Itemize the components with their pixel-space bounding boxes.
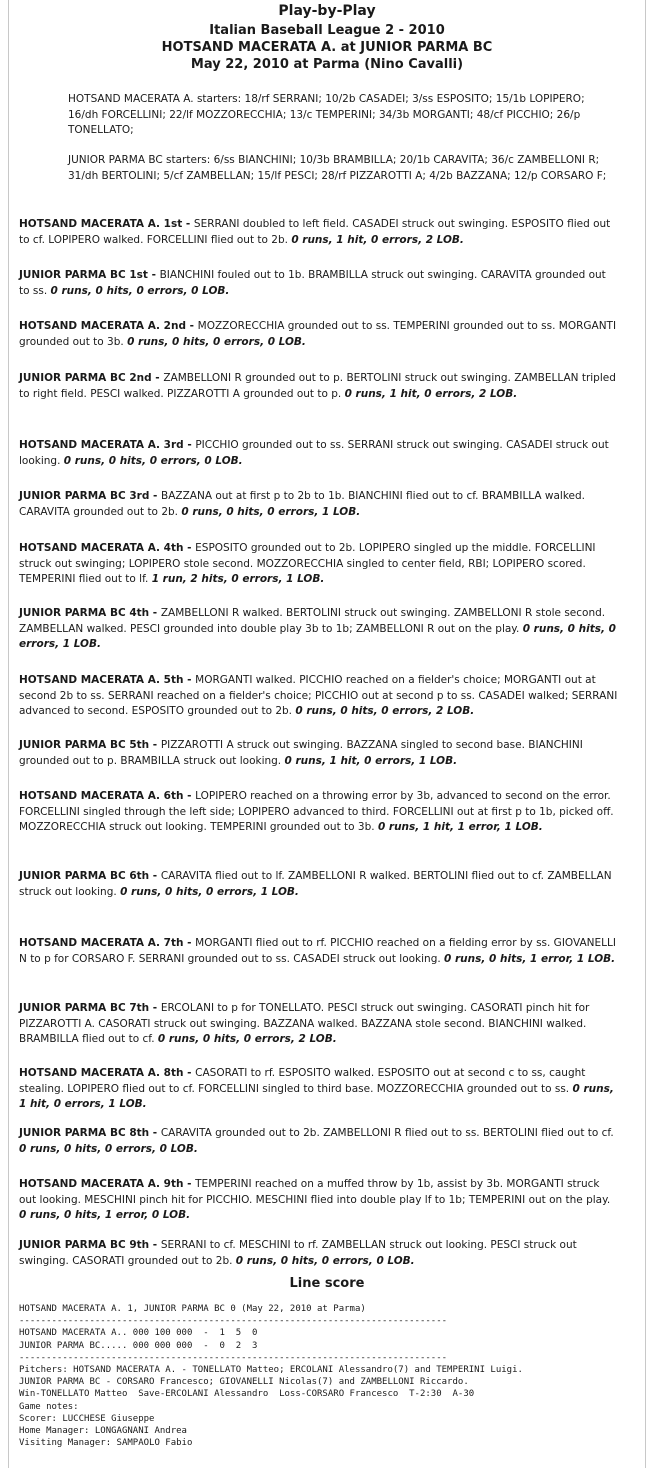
inning-entry: JUNIOR PARMA BC 3rd - BAZZANA out at first p to 2b to 1b. BIANCHINI flied out to cf. BRAMBILLA walked. CARAVITA grounded out to 2b. 0 runs, 0 hits, 0 errors, 1 LOB.: [19, 490, 586, 518]
inning-summary: 0 runs, 0 hits, 0 errors, 0 LOB.: [19, 1142, 198, 1155]
line-score-rule-2: -------------------------------------------------------------------------------: [19, 1352, 448, 1363]
inning-team-label: HOTSAND MACERATA A. 3rd: [19, 439, 184, 451]
inning-entry: HOTSAND MACERATA A. 4th - ESPOSITO grounded out to 2b. LOPIPERO singled up the middle. FORCELLINI struck out swinging; LOPIPERO stole second. MOZZORECCHIA singled to center field, RBI; LOPIPERO scored. TEMPERINI flied out to lf. 1 run, 2 hits, 0 errors, 1 LOB.: [19, 542, 596, 585]
inning-entry: JUNIOR PARMA BC 4th - ZAMBELLONI R walked. BERTOLINI struck out swinging. ZAMBELLONI R stole second. ZAMBELLAN walked. PESCI grounded into double play 3b to 1b; ZAMBELLONI R out on the play. 0 runs, 0 hits, 0 errors, 1 LOB.: [19, 607, 616, 650]
inning-team-label: HOTSAND MACERATA A. 2nd: [19, 320, 186, 332]
game-date-place: May 22, 2010 at Parma (Nino Cavalli): [190, 57, 464, 72]
inning-summary: 0 runs, 0 hits, 0 errors, 0 LOB.: [50, 284, 230, 297]
line-score-visitor-row: HOTSAND MACERATA A.. 000 100 000 - 1 5 0: [19, 1328, 258, 1339]
inning-plays: ESPOSITO grounded out to 2b. LOPIPERO singled up the middle. FORCELLINI struck out swinging; LOPIPERO stole second. MOZZORECCHIA singled to center field, RBI; LOPIPERO scored. TEMPERINI flied out to lf.: [19, 542, 596, 585]
inning-team-label: HOTSAND MACERATA A. 8th: [19, 1067, 184, 1079]
pitchers-line: Pitchers: HOTSAND MACERATA A. - TONELLATO Matteo; ERCOLANI Alessandro(7) and TEMPERINI Luigi.: [19, 1365, 523, 1376]
pitchers-line-2: JUNIOR PARMA BC - CORSARO Francesco; GIOVANELLI Nicolas(7) and ZAMBELLONI Riccardo.: [19, 1377, 469, 1388]
inning-entry: JUNIOR PARMA BC 9th - SERRANI to cf. MESCHINI to rf. ZAMBELLAN struck out looking. PESCI struck out swinging. CASORATI grounded out to 2b. 0 runs, 0 hits, 0 errors, 0 LOB.: [19, 1239, 577, 1267]
inning-plays: MORGANTI flied out to rf. PICCHIO reached on a fielding error by ss. GIOVANELLI N to p for CORSARO F. SERRANI grounded out to ss. CASADEI struck out looking.: [19, 937, 616, 965]
inning-summary: 0 runs, 0 hits, 0 errors, 2 LOB.: [295, 705, 475, 717]
inning-entry: HOTSAND MACERATA A. 7th - MORGANTI flied out to rf. PICCHIO reached on a fielding error by ss. GIOVANELLI N to p for CORSARO F. SERRANI grounded out to ss. CASADEI struck out looking. 0 runs, 0 hits, 1 error, 1 LOB.: [19, 937, 616, 965]
inning-summary: 0 runs, 1 hit, 0 errors, 2 LOB.: [344, 387, 518, 400]
left-page-edge: [8, 0, 9, 1468]
inning-entry: JUNIOR PARMA BC 1st - BIANCHINI fouled out to 1b. BRAMBILLA struck out swinging. CARAVITA grounded out to ss. 0 runs, 0 hits, 0 errors, 0 LOB.: [19, 269, 606, 297]
inning-entry: HOTSAND MACERATA A. 2nd - MOZZORECCHIA grounded out to ss. TEMPERINI grounded out to ss. MORGANTI grounded out to 3b. 0 runs, 0 hits, 0 errors, 0 LOB.: [19, 320, 617, 348]
line-score-rule: -------------------------------------------------------------------------------: [19, 1316, 448, 1327]
inning-team-label: JUNIOR PARMA BC 4th: [19, 607, 150, 619]
inning-summary: 1 run, 2 hits, 0 errors, 1 LOB.: [151, 573, 325, 585]
inning-summary: 0 runs, 1 hit, 0 errors, 1 LOB.: [19, 1082, 614, 1110]
inning-plays: CARAVITA grounded out to 2b. ZAMBELLONI R flied out to ss. BERTOLINI flied out to cf.: [160, 1127, 614, 1139]
line-score-heading: Line score: [289, 1276, 365, 1291]
scorer-line: Scorer: LUCCHESE Giuseppe: [19, 1413, 155, 1424]
inning-entry: HOTSAND MACERATA A. 5th - MORGANTI walked. PICCHIO reached on a fielder's choice; MORGANTI out at second 2b to ss. SERRANI reached on a fielder's choice; PICCHIO out at second p to ss. CASADEI walked; SERRANI advanced to second. ESPOSITO grounded out to 2b. 0 runs, 0 hits, 0 errors, 2 LOB.: [19, 674, 618, 717]
inning-plays: CASORATI to rf. ESPOSITO walked. ESPOSITO out at second c to ss, caught stealing. LOPIPERO flied out to cf. FORCELLINI singled to third base. MOZZORECCHIA grounded out to ss.: [19, 1067, 586, 1095]
inning-plays: MORGANTI walked. PICCHIO reached on a fielder's choice; MORGANTI out at second 2b to ss. SERRANI reached on a fielder's choice; PICCHIO out at second p to ss. CASADEI walked; SERRANI advanced to second. ESPOSITO grounded out to 2b.: [19, 674, 618, 717]
inning-plays: PICCHIO grounded out to ss. SERRANI struck out swinging. CASADEI struck out looking.: [19, 439, 609, 467]
inning-team-label: JUNIOR PARMA BC 1st: [19, 269, 148, 281]
inning-summary: 0 runs, 1 hit, 0 errors, 1 LOB.: [284, 754, 458, 767]
inning-team-label: JUNIOR PARMA BC 5th: [19, 739, 150, 751]
inning-summary: 0 runs, 0 hits, 0 errors, 0 LOB.: [127, 335, 306, 348]
inning-team-label: JUNIOR PARMA BC 6th: [19, 870, 150, 882]
inning-entry: JUNIOR PARMA BC 2nd - ZAMBELLONI R grounded out to p. BERTOLINI struck out swinging. ZAMBELLAN tripled to right field. PESCI walked. PIZZAROTTI A grounded out to p. 0 runs, 1 hit, 0 errors, 2 LOB.: [19, 372, 616, 400]
inning-plays: LOPIPERO reached on a throwing error by 3b, advanced to second on the error. FORCELLINI singled through the left side; LOPIPERO advanced to third. FORCELLINI out at first p to 1b, picked off. MOZZORECCHIA struck out looking. TEMPERINI grounded out to 3b.: [19, 790, 614, 833]
inning-summary: 0 runs, 0 hits, 1 error, 1 LOB.: [444, 952, 616, 965]
inning-summary: 0 runs, 0 hits, 1 error, 0 LOB.: [19, 1209, 191, 1221]
inning-team-label: JUNIOR PARMA BC 3rd: [19, 490, 150, 502]
right-page-edge: [645, 0, 646, 1468]
inning-plays: SERRANI doubled to left field. CASADEI struck out swinging. ESPOSITO flied out to cf. LOPIPERO walked. FORCELLINI flied out to 2b.: [19, 218, 611, 246]
line-score-block: [19, 1303, 639, 1449]
inning-team-label: HOTSAND MACERATA A. 1st: [19, 218, 183, 230]
inning-entry: JUNIOR PARMA BC 5th - PIZZAROTTI A struck out swinging. BAZZANA singled to second base. BIANCHINI grounded out to p. BRAMBILLA struck out looking. 0 runs, 1 hit, 0 errors, 1 LOB.: [19, 739, 583, 767]
inning-summary: 0 runs, 0 hits, 0 errors, 2 LOB.: [157, 1033, 337, 1045]
home-starters: JUNIOR PARMA BC starters: 6/ss BIANCHINI; 10/3b BRAMBILLA; 20/1b CARAVITA; 36/c ZAMBELLONI R; 31/dh BERTOLINI; 5/cf ZAMBELLAN; 15/lf PESCI; 28/rf PIZZAROTTI A; 4/2b BAZZANA; 12/p CORSARO F;: [68, 154, 607, 182]
game-matchup: HOTSAND MACERATA A. at JUNIOR PARMA BC: [161, 40, 493, 55]
inning-entry: HOTSAND MACERATA A. 9th - TEMPERINI reached on a muffed throw by 1b, assist by 3b. MORGANTI struck out looking. MESCHINI pinch hit for PICCHIO. MESCHINI flied into double play lf to 1b; TEMPERINI out on the play. 0 runs, 0 hits, 1 error, 0 LOB.: [19, 1178, 611, 1221]
inning-team-label: HOTSAND MACERATA A. 7th: [19, 937, 184, 949]
inning-plays: TEMPERINI reached on a muffed throw by 1b, assist by 3b. MORGANTI struck out looking. MESCHINI pinch hit for PICCHIO. MESCHINI flied into double play lf to 1b; TEMPERINI out on the play.: [19, 1178, 611, 1206]
inning-plays: BAZZANA out at first p to 2b to 1b. BIANCHINI flied out to cf. BRAMBILLA walked. CARAVITA grounded out to 2b.: [19, 490, 586, 518]
inning-summary: 0 runs, 0 hits, 0 errors, 1 LOB.: [120, 885, 299, 898]
inning-plays: PIZZAROTTI A struck out swinging. BAZZANA singled to second base. BIANCHINI grounded out to p. BRAMBILLA struck out looking.: [19, 739, 583, 767]
game-notes-label: Game notes:: [19, 1401, 79, 1412]
inning-plays: MOZZORECCHIA grounded out to ss. TEMPERINI grounded out to ss. MORGANTI grounded out to 3b.: [19, 320, 617, 348]
inning-team-label: HOTSAND MACERATA A. 6th: [19, 790, 184, 802]
inning-entry: HOTSAND MACERATA A. 8th - CASORATI to rf. ESPOSITO walked. ESPOSITO out at second c to ss, caught stealing. LOPIPERO flied out to cf. FORCELLINI singled to third base. MOZZORECCHIA grounded out to ss. 0 runs, 1 hit, 0 errors, 1 LOB.: [19, 1067, 614, 1110]
inning-summary: 0 runs, 0 hits, 0 errors, 0 LOB.: [235, 1254, 415, 1267]
inning-team-label: JUNIOR PARMA BC 2nd: [19, 372, 152, 384]
inning-summary: 0 runs, 1 hit, 1 error, 1 LOB.: [377, 821, 543, 833]
inning-entry: HOTSAND MACERATA A. 1st - SERRANI doubled to left field. CASADEI struck out swinging. ESPOSITO flied out to cf. LOPIPERO walked. FORCELLINI flied out to 2b. 0 runs, 1 hit, 0 errors, 2 LOB.: [19, 218, 611, 246]
inning-summary: 0 runs, 0 hits, 0 errors, 1 LOB.: [19, 622, 616, 650]
inning-team-label: JUNIOR PARMA BC 7th: [19, 1002, 150, 1014]
inning-team-label: HOTSAND MACERATA A. 9th: [19, 1178, 184, 1190]
inning-summary: 0 runs, 0 hits, 0 errors, 1 LOB.: [181, 505, 361, 518]
inning-summary: 0 runs, 0 hits, 0 errors, 0 LOB.: [63, 454, 243, 467]
inning-team-label: HOTSAND MACERATA A. 5th: [19, 674, 184, 686]
line-score-home-row: JUNIOR PARMA BC..... 000 000 000 - 0 2 3: [19, 1340, 258, 1351]
inning-plays: CARAVITA flied out to lf. ZAMBELLONI R walked. BERTOLINI flied out to cf. ZAMBELLAN struck out looking.: [19, 870, 612, 898]
line-score-result: HOTSAND MACERATA A. 1, JUNIOR PARMA BC 0 (May 22, 2010 at Parma): [19, 1304, 366, 1314]
visiting-manager-line: Visiting Manager: SAMPAOLO Fabio: [19, 1438, 193, 1449]
inning-plays: ERCOLANI to p for TONELLATO. PESCI struck out swinging. CASORATI pinch hit for PIZZAROTTI A. CASORATI struck out swinging. BAZZANA walked. BAZZANA stole second. BIANCHINI walked. BRAMBILLA flied out to cf.: [19, 1002, 590, 1045]
inning-entry: JUNIOR PARMA BC 6th - CARAVITA flied out to lf. ZAMBELLONI R walked. BERTOLINI flied out to cf. ZAMBELLAN struck out looking. 0 runs, 0 hits, 0 errors, 1 LOB.: [19, 870, 612, 898]
inning-plays: BIANCHINI fouled out to 1b. BRAMBILLA struck out swinging. CARAVITA grounded out to ss.: [19, 269, 606, 297]
league-name: Italian Baseball League 2 - 2010: [209, 23, 445, 38]
inning-entry: JUNIOR PARMA BC 7th - ERCOLANI to p for TONELLATO. PESCI struck out swinging. CASORATI pinch hit for PIZZAROTTI A. CASORATI struck out swinging. BAZZANA walked. BAZZANA stole second. BIANCHINI walked. BRAMBILLA flied out to cf. 0 runs, 0 hits, 0 errors, 2 LOB.: [19, 1002, 590, 1045]
inning-plays: ZAMBELLONI R walked. BERTOLINI struck out swinging. ZAMBELLONI R stole second. ZAMBELLAN walked. PESCI grounded into double play 3b to 1b; ZAMBELLONI R out on the play.: [19, 607, 606, 635]
inning-summary: 0 runs, 1 hit, 0 errors, 2 LOB.: [291, 233, 464, 246]
inning-entry: HOTSAND MACERATA A. 3rd - PICCHIO grounded out to ss. SERRANI struck out swinging. CASADEI struck out looking. 0 runs, 0 hits, 0 errors, 0 LOB.: [19, 439, 609, 467]
page-title: Play-by-Play: [278, 3, 376, 19]
inning-plays: SERRANI to cf. MESCHINI to rf. ZAMBELLAN struck out looking. PESCI struck out swinging. CASORATI grounded out to 2b.: [19, 1239, 577, 1267]
decisions-line: Win-TONELLATO Matteo Save-ERCOLANI Alessandro Loss-CORSARO Francesco T-2:30 A-30: [19, 1389, 475, 1400]
inning-plays: ZAMBELLONI R grounded out to p. BERTOLINI struck out swinging. ZAMBELLAN tripled to right field. PESCI walked. PIZZAROTTI A grounded out to p.: [19, 372, 616, 400]
visitor-starters: HOTSAND MACERATA A. starters: 18/rf SERRANI; 10/2b CASADEI; 3/ss ESPOSITO; 15/1b LOPIPERO; 16/dh FORCELLINI; 22/lf MOZZORECCHIA; 13/c TEMPERINI; 34/3b MORGANTI; 48/cf PICCHIO; 26/p TONELLATO;: [68, 93, 585, 136]
inning-team-label: HOTSAND MACERATA A. 4th: [19, 542, 184, 554]
home-manager-line: Home Manager: LONGAGNANI Andrea: [19, 1426, 187, 1437]
inning-team-label: JUNIOR PARMA BC 8th: [19, 1127, 150, 1139]
inning-team-label: JUNIOR PARMA BC 9th: [19, 1239, 150, 1251]
inning-entry: HOTSAND MACERATA A. 6th - LOPIPERO reached on a throwing error by 3b, advanced to second on the error. FORCELLINI singled through the left side; LOPIPERO advanced to third. FORCELLINI out at first p to 1b, picked off. MOZZORECCHIA struck out looking. TEMPERINI grounded out to 3b. 0 runs, 1 hit, 1 error, 1 LOB.: [19, 790, 614, 833]
inning-entry: JUNIOR PARMA BC 8th - CARAVITA grounded out to 2b. ZAMBELLONI R flied out to ss. BERTOLINI flied out to cf. 0 runs, 0 hits, 0 errors, 0 LOB.: [19, 1127, 614, 1155]
